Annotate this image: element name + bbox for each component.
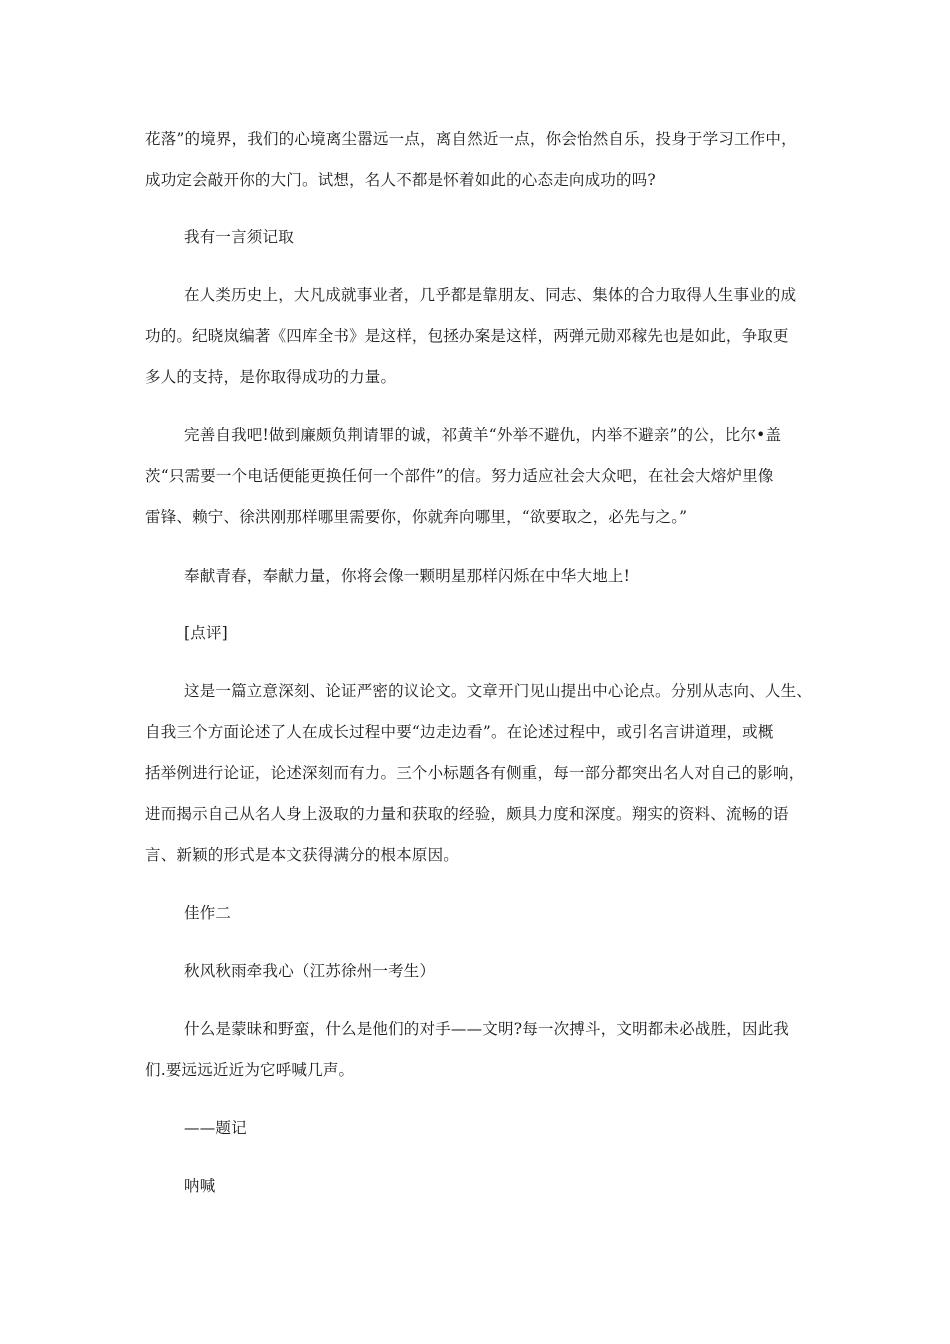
text-line: 这是一篇立意深刻、论证严密的议论文。文章开门见山提出中心论点。分别从志向、人生、	[184, 682, 813, 700]
text-line: 进而揭示自己从名人身上汲取的力量和获取的经验，颇具力度和深度。翔实的资料、流畅的语	[145, 805, 789, 823]
text-line: 奉献青春，奉献力量，你将会像一颗明星那样闪烁在中华大地上!	[184, 567, 631, 585]
text-line: 们.要远远近近为它呼喊几声。	[145, 1061, 355, 1079]
comment-label: [点评]	[184, 624, 228, 642]
essay-title: 秋风秋雨牵我心（江苏徐州一考生）	[184, 962, 436, 980]
text-line: 在人类历史上，大凡成就事业者，几乎都是靠朋友、同志、集体的合力取得人生事业的成	[184, 286, 797, 304]
section-heading: 佳作二	[184, 904, 232, 922]
text-line: 雷锋、赖宁、徐洪刚那样哪里需要你，你就奔向哪里，“欲要取之，必先与之。”	[145, 508, 688, 526]
text-line: 自我三个方面论述了人在成长过程中要“边走边看”。在论述过程中，或引名言讲道理，或概	[145, 723, 774, 741]
epigraph-attribution: ——题记	[184, 1119, 247, 1137]
text-line: 多人的支持，是你取得成功的力量。	[145, 368, 397, 386]
text-line: 花落”的境界，我们的心境离尘嚣远一点，离自然近一点，你会怡然自乐，投身于学习工作中，	[145, 130, 797, 148]
text-line: 括举例进行论证，论述深刻而有力。三个小标题各有侧重，每一部分都突出名人对自己的影响，	[145, 764, 805, 782]
text-line: 言、新颖的形式是本文获得满分的根本原因。	[145, 846, 460, 864]
text-line: 完善自我吧!做到廉颇负荆请罪的诚，祁黄羊“外举不避仇，内举不避亲”的公，比尔•盖	[184, 426, 782, 444]
text-line: 成功定会敲开你的大门。试想，名人不都是怀着如此的心态走向成功的吗?	[145, 171, 656, 189]
section-heading: 我有一言须记取	[184, 228, 294, 246]
text-line: 什么是蒙昧和野蛮，什么是他们的对手——文明?每一次搏斗，文明都未必战胜，因此我	[184, 1020, 790, 1038]
text-line: 功的。纪晓岚编著《四库全书》是这样，包拯办案是这样，两弹元勋邓稼先也是如此，争取更	[145, 327, 789, 345]
text-line: 茨“只需要一个电话便能更换任何一个部件”的信。努力适应社会大众吧，在社会大熔炉里像	[145, 467, 774, 485]
section-heading: 呐喊	[184, 1177, 216, 1195]
